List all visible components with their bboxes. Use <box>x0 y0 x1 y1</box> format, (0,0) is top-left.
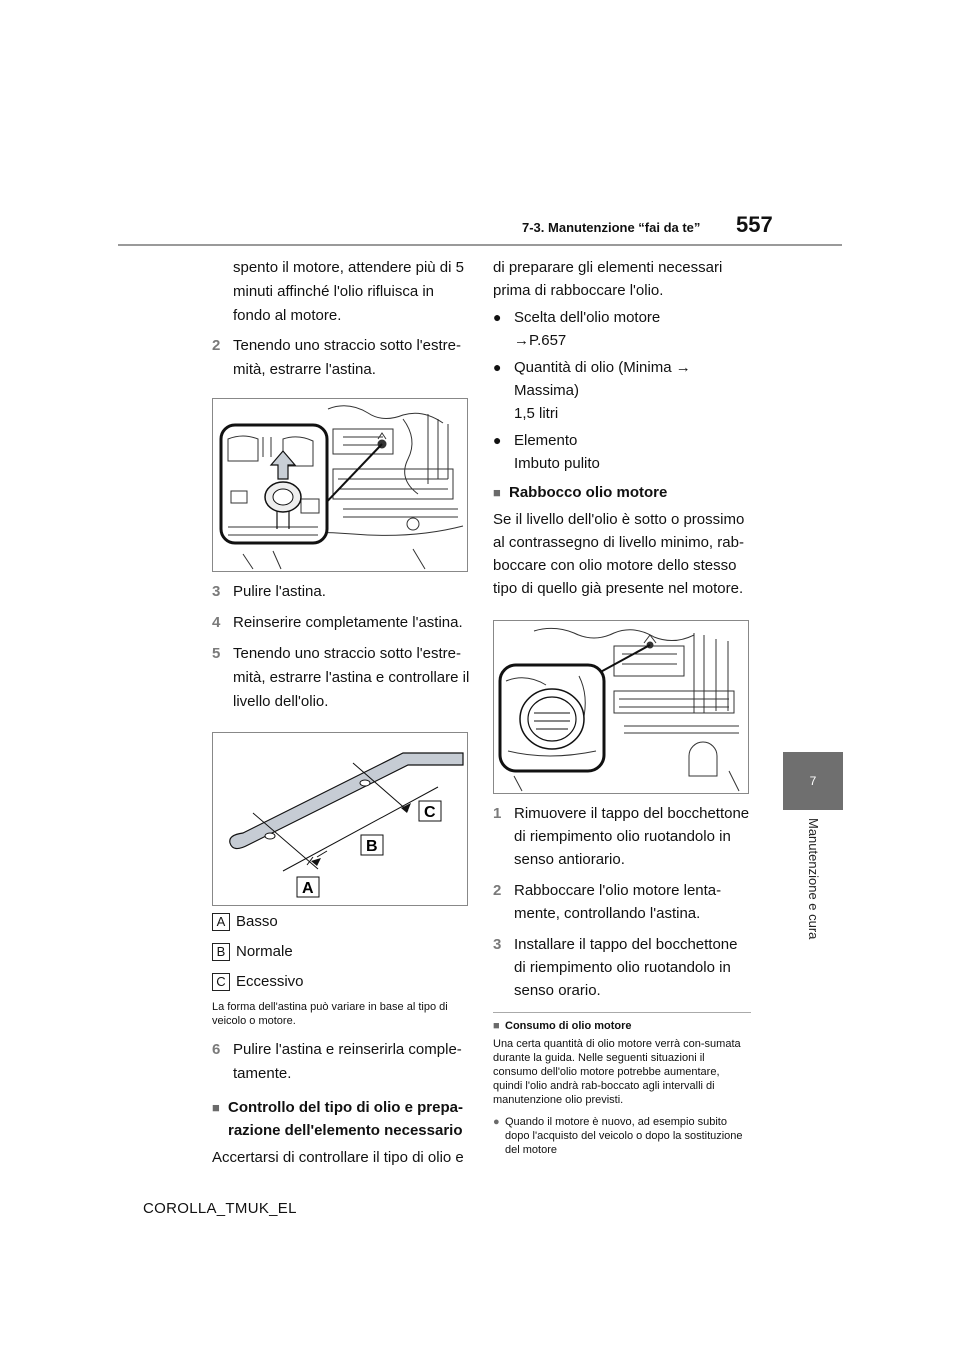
step-text: Pulire l'astina. <box>233 583 326 600</box>
heading-text: Rabbocco olio motore <box>509 484 668 501</box>
oil-type-paragraph: Accertarsi di controllare il tipo di olio e <box>212 1149 464 1166</box>
bullet-line: Quantità di olio (Minima → Massima) <box>514 359 691 399</box>
step-6 <box>212 1038 470 1086</box>
bullet-line: Imbuto pulito <box>514 455 600 472</box>
refill-step-2 <box>493 879 751 925</box>
dipstick-level-figure <box>212 732 468 906</box>
bullet-oil-choice <box>493 306 751 352</box>
refill-step-3 <box>493 933 751 1002</box>
note-heading <box>493 1019 751 1033</box>
right-column <box>493 256 751 1157</box>
left-column <box>212 256 470 1169</box>
legend-row-a <box>212 910 470 933</box>
step-text: Pulire l'astina e reinserirla comple-tamente. <box>233 1041 462 1082</box>
refill-paragraph: Se il livello dell'olio è sotto o prossimo al contrassegno di livello minimo, rab-boccare con olio motore dello stesso tipo di quello già presente nel motore. <box>493 511 745 597</box>
step-text: Rabboccare l'olio motore lenta-mente, controllando l'astina. <box>514 882 722 922</box>
bullet-dot-icon: ● <box>493 1116 500 1128</box>
step-text: Installare il tappo del bocchettone di riempimento olio ruotandolo in senso orario. <box>514 936 738 999</box>
section-title: 7-3. Manutenzione “fai da te” <box>522 220 701 235</box>
square-bullet-icon: ■ <box>212 1100 220 1115</box>
legend-letter: A <box>212 913 230 931</box>
legend-row-c <box>212 970 470 993</box>
engine-dipstick-illustration <box>213 399 467 571</box>
step-number: 1 <box>493 805 502 822</box>
bullet-line: Elemento <box>514 432 578 449</box>
callout-a: A <box>302 880 314 897</box>
dipstick-level-illustration <box>213 733 467 905</box>
legend-text: Basso <box>236 913 278 930</box>
section-heading-oil-type <box>212 1096 470 1142</box>
intro-paragraph: spento il motore, attendere più di 5 minuti affinché l'olio rifluisca in fondo al motore. <box>233 259 464 324</box>
bullet-line: Scelta dell'olio motore <box>514 309 661 326</box>
note-heading-text: Consumo di olio motore <box>505 1020 632 1032</box>
step-4 <box>212 611 470 634</box>
step-number: 2 <box>493 882 502 899</box>
step-text: Tenendo uno straccio sotto l'estre-mità, estrarre l'astina e controllare il livello dell'olio. <box>233 645 470 710</box>
bullet-line: 1,5 litri <box>514 405 559 422</box>
step-text: Reinserire completamente l'astina. <box>233 614 463 631</box>
oil-filler-cap-figure <box>493 620 749 794</box>
square-bullet-icon: ■ <box>493 485 501 500</box>
oil-filler-cap-illustration <box>494 621 748 793</box>
note-bullet-text: Quando il motore è nuovo, ad esempio subito dopo l'acquisto del veicolo o dopo la sostituzione del motore <box>505 1116 743 1156</box>
step-number: 3 <box>493 936 502 953</box>
oil-type-paragraph-cont: di preparare gli elementi necessari prima di rabboccare l'olio. <box>493 259 723 299</box>
callout-b: B <box>366 838 378 855</box>
heading-text: Controllo del tipo di olio e prepa-razione dell'elemento necessario <box>228 1099 463 1139</box>
step-text: Tenendo uno straccio sotto l'estre-mità, estrarre l'astina. <box>233 337 461 378</box>
step-text: Rimuovere il tappo del bocchettone di riempimento olio ruotandolo in senso antiorario. <box>514 805 750 868</box>
step-number: 4 <box>212 614 221 631</box>
step-number: 5 <box>212 645 221 662</box>
dipstick-note: La forma dell'astina può variare in base al tipo di veicolo o motore. <box>212 1001 448 1027</box>
square-bullet-icon: ■ <box>493 1020 500 1032</box>
note-paragraph: Una certa quantità di olio motore verrà con-sumata durante la guida. Nelle seguenti situazioni il consumo dell'olio motore potrebbe aumentare, quindi l'olio andrà rab-boccato agli intervalli di manutenzione olio previsti. <box>493 1038 741 1106</box>
step-2 <box>212 334 470 382</box>
engine-dipstick-figure <box>212 398 468 572</box>
step-number: 6 <box>212 1041 221 1058</box>
bullet-item <box>493 429 751 475</box>
document-code: COROLLA_TMUK_EL <box>143 1200 297 1217</box>
note-divider <box>493 1012 751 1013</box>
step-3 <box>212 580 470 603</box>
bullet-oil-quantity <box>493 356 751 425</box>
step-number: 2 <box>212 337 221 354</box>
chapter-number: 7 <box>809 774 817 788</box>
level-legend <box>212 910 470 993</box>
legend-row-b <box>212 940 470 963</box>
step-number: 3 <box>212 583 221 600</box>
header-divider <box>118 244 842 246</box>
chapter-label-text: Manutenzione e cura <box>806 818 821 940</box>
bullet-dot-icon: ● <box>493 359 502 375</box>
section-heading-refill <box>493 481 751 504</box>
chapter-tab <box>783 752 843 810</box>
legend-letter: B <box>212 943 230 961</box>
note-bullet <box>493 1115 751 1157</box>
legend-text: Normale <box>236 943 293 960</box>
bullet-dot-icon: ● <box>493 432 502 448</box>
callout-c: C <box>424 804 436 821</box>
legend-letter: C <box>212 973 230 991</box>
chapter-label <box>783 818 843 978</box>
refill-step-1 <box>493 802 751 871</box>
page-number: 557 <box>736 212 773 237</box>
step-5 <box>212 642 470 714</box>
legend-text: Eccessivo <box>236 973 304 990</box>
bullet-dot-icon: ● <box>493 309 502 325</box>
page-reference-link[interactable]: →P.657 <box>514 332 567 349</box>
